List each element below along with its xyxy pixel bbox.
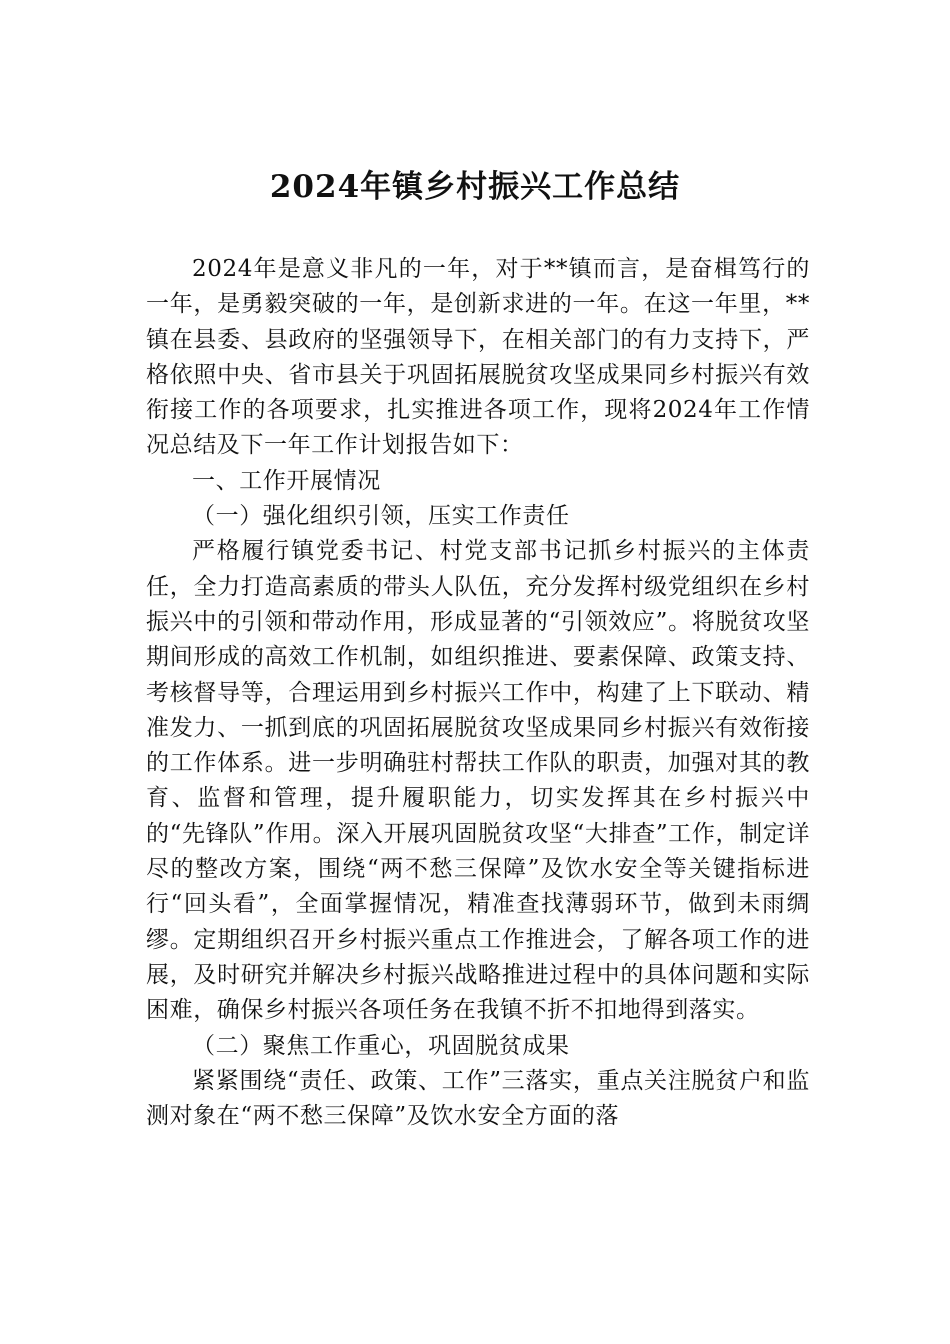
document-title: 2024年镇乡村振兴工作总结 (269, 169, 681, 205)
subsection-1-paragraph: 严格履行镇党委书记、村党支部书记抓乡村振兴的主体责任，全力打造高素质的带头人队伍，充分发挥村级党组织在乡村振兴中的引领和带动作用，形成显著的“引领效应”。将脱贫攻坚期间形成的高效工作机制，如组织推进、要素保障、政策支持、考核督导等，合理运用到乡村振兴工作中，构建了上下联动、精准发力、一抓到底的巩固拓展脱贫攻坚成果同乡村振兴有效衔接的工作体系。进一步明确驻村帮扶工作队的职责，加强对其的教育、监督和管理，提升履职能力，切实发挥其在乡村振兴中的“先锋队”作用。深入开展巩固脱贫攻坚“大排查”工作，制定详尽的整改方案，围绕“两不愁三保障”及饮水安全等关键指标进行“回头看”，全面掌握情况，精准查找薄弱环节，做到未雨绸缪。定期组织召开乡村振兴重点工作推进会，了解各项工作的进展，及时研究并解决乡村振兴战略推进过程中的具体问题和实际困难，确保乡村振兴各项任务在我镇不折不扣地得到落实。 (146, 538, 810, 1024)
subsection-2-paragraph: 紧紧围绕“责任、政策、工作”三落实，重点关注脱贫户和监测对象在“两不愁三保障”及饮水安全方面的落 (146, 1067, 810, 1130)
subsection-heading-2: （二）聚焦工作重心，巩固脱贫成果 (192, 1032, 570, 1059)
subsection-heading-1: （一）强化组织引领，压实工作责任 (192, 503, 570, 530)
document-body (146, 252, 810, 1134)
section-heading-1: 一、工作开展情况 (192, 467, 381, 494)
intro-paragraph: 2024年是意义非凡的一年，对于**镇而言，是奋楫笃行的一年，是勇毅突破的一年，是创新求进的一年。在这一年里，**镇在县委、县政府的坚强领导下，在相关部门的有力支持下，严格依照中央、省市县关于巩固拓展脱贫攻坚成果同乡村振兴有效衔接工作的各项要求，扎实推进各项工作，现将2024年工作情况总结及下一年工作计划报告如下： (146, 256, 810, 459)
